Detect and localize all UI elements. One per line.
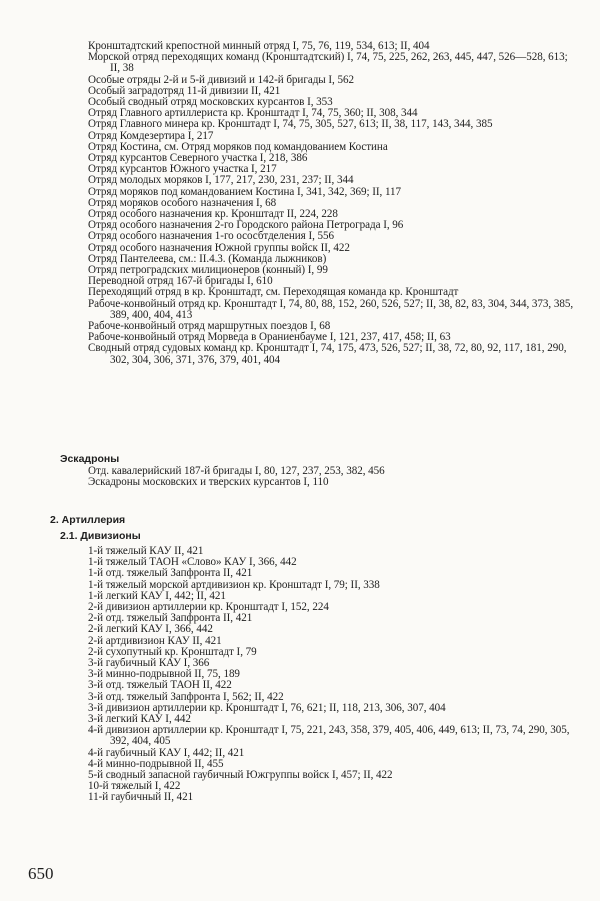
index-entry: 3-й минно-подрывной II, 75, 189 [88,668,240,681]
index-entry: 1-й тяжелый морской артдивизион кр. Кронштадт I, 79; II, 338 [88,578,380,591]
index-entry: Отряд Пантелеева, см.: II.4.3. (Команда лыжников) [88,252,327,265]
index-entry: Переходящий отряд в кр. Кронштадт, см. Переходящая команда кр. Кронштадт [88,286,459,299]
index-entry: Отряд особого назначения 1-го ососбтделения I, 556 [88,230,335,243]
index-entry: Отряд моряков особого назначения I, 68 [88,196,277,209]
eskadrony-list [0,466,600,488]
index-entry: Эскадроны московских и тверских курсантов I, 110 [88,476,329,489]
index-entry: Отряд курсантов Южного участка I, 217 [88,163,277,176]
index-entry: 1-й тяжелый ТАОН «Слово» КАУ I, 366, 442 [88,556,297,569]
index-entry: Рабоче-конвойный отряд кр. Кронштадт I, 74, 80, 88, 152, 260, 526, 527; II, 38, 82, 83, 304, 344, 373, 385, 389, 400, 404, 413 [88,297,574,321]
index-entry: 4-й минно-подрывной II, 455 [88,757,224,770]
index-entry: Рабоче-конвойный отряд Морведа в Ораниенбауме I, 121, 237, 417, 458; II, 63 [88,331,451,344]
index-entry: 10-й тяжелый I, 422 [88,780,181,793]
section-heading-artilleriya: 2. Артиллерия [50,514,126,526]
index-entry: 1-й тяжелый КАУ II, 421 [88,545,204,557]
index-entry: 3-й легкий КАУ I, 442 [88,713,191,726]
section-heading-diviziony: 2.1. Дивизионы [60,530,141,542]
index-entry: Особый заградотряд 11-й дивизии II, 421 [88,84,281,97]
index-entry: Сводный отряд судовых команд кр. Кронштадт I, 74, 175, 473, 526, 527; II, 38, 72, 80, 92, 117, 181, 290, 302, 304, 306, 371, 376, 379, 401, 404 [88,342,567,366]
index-entry: 1-й отд. тяжелый Запфронта II, 421 [88,567,253,580]
index-entry: Морской отряд переходящих команд (Кронштадтский) I, 74, 75, 225, 262, 263, 445, 447, 526—528, 613; II, 38 [88,51,568,75]
index-entry: 3-й дивизион артиллерии кр. Кронштадт I, 76, 621; II, 118, 213, 306, 307, 404 [88,701,446,714]
index-entry: Отряд петроградских милиционеров (конный) I, 99 [88,264,328,277]
index-entry: 2-й дивизион артиллерии кр. Кронштадт I, 152, 224 [88,601,329,614]
index-entry: 2-й легкий КАУ I, 366, 442 [88,623,213,636]
index-entry: Отряд Главного артиллериста кр. Кронштадт I, 74, 75, 360; II, 308, 344 [88,107,418,120]
section-heading-eskadrony: Эскадроны [60,453,120,465]
index-entry: 2-й сухопутный кр. Кронштадт I, 79 [88,645,257,658]
page-number: 650 [28,864,54,883]
index-entry: Отряд курсантов Северного участка I, 218, 386 [88,152,308,165]
index-entry: Отряд молодых моряков I, 177, 217, 230, 231, 237; II, 344 [88,174,354,187]
index-entry: 5-й сводный запасной гаубичный Южгруппы войск I, 457; II, 422 [88,769,393,782]
index-entry: Кронштадтский крепостной минный отряд I, 75, 76, 119, 534, 613; II, 404 [88,40,430,52]
index-entry: Отряд Комдезертира I, 217 [88,129,214,142]
index-entry: Отряд Главного минера кр. Кронштадт I, 74, 75, 305, 527, 613; II, 38, 117, 143, 344, 385 [88,118,493,131]
index-entry: Отряд Костина, см. Отряд моряков под командованием Костина [88,140,388,153]
index-entry: 3-й отд. тяжелый Запфронта I, 562; II, 422 [88,690,284,703]
index-entry: Рабоче-конвойный отряд маршрутных поездов I, 68 [88,320,331,333]
index-entry: Переводной отряд 167-й бригады I, 610 [88,275,273,288]
index-entry: Отд. кавалерийский 187-й бригады I, 80, 127, 237, 253, 382, 456 [88,465,385,477]
index-entry: Отряд особого назначения 2-го Городского района Петрограда I, 96 [88,219,404,232]
index-entry: Особый сводный отряд московских курсантов I, 353 [88,96,333,109]
index-entry: Отряд особого назначения Южной группы войск II, 422 [88,241,350,254]
index-entry: Особые отряды 2-й и 5-й дивизий и 142-й бригады I, 562 [88,73,354,86]
index-entry: 4-й дивизион артиллерии кр. Кронштадт I, 75, 221, 243, 358, 379, 405, 406, 449, 613; II, 73, 74, 290, 305, 392, 404, 405 [88,724,570,748]
index-entry: 4-й гаубичный КАУ I, 442; II, 421 [88,746,245,759]
index-entry: Отряд моряков под командованием Костина I, 341, 342, 369; II, 117 [88,185,402,198]
index-entry: 2-й артдивизион КАУ II, 421 [88,634,222,647]
otryady-list [0,41,600,366]
index-entry: 3-й отд. тяжелый ТАОН II, 422 [88,679,232,692]
index-entry: 2-й отд. тяжелый Запфронта II, 421 [88,612,253,625]
index-entry: Отряд особого назначения кр. Кронштадт II, 224, 228 [88,208,338,221]
index-entry: 1-й легкий КАУ I, 442; II, 421 [88,589,226,602]
index-entry: 11-й гаубичный II, 421 [88,791,194,804]
diviziony-list [0,546,600,804]
index-entry: 3-й гаубичный КАУ I, 366 [88,657,210,670]
